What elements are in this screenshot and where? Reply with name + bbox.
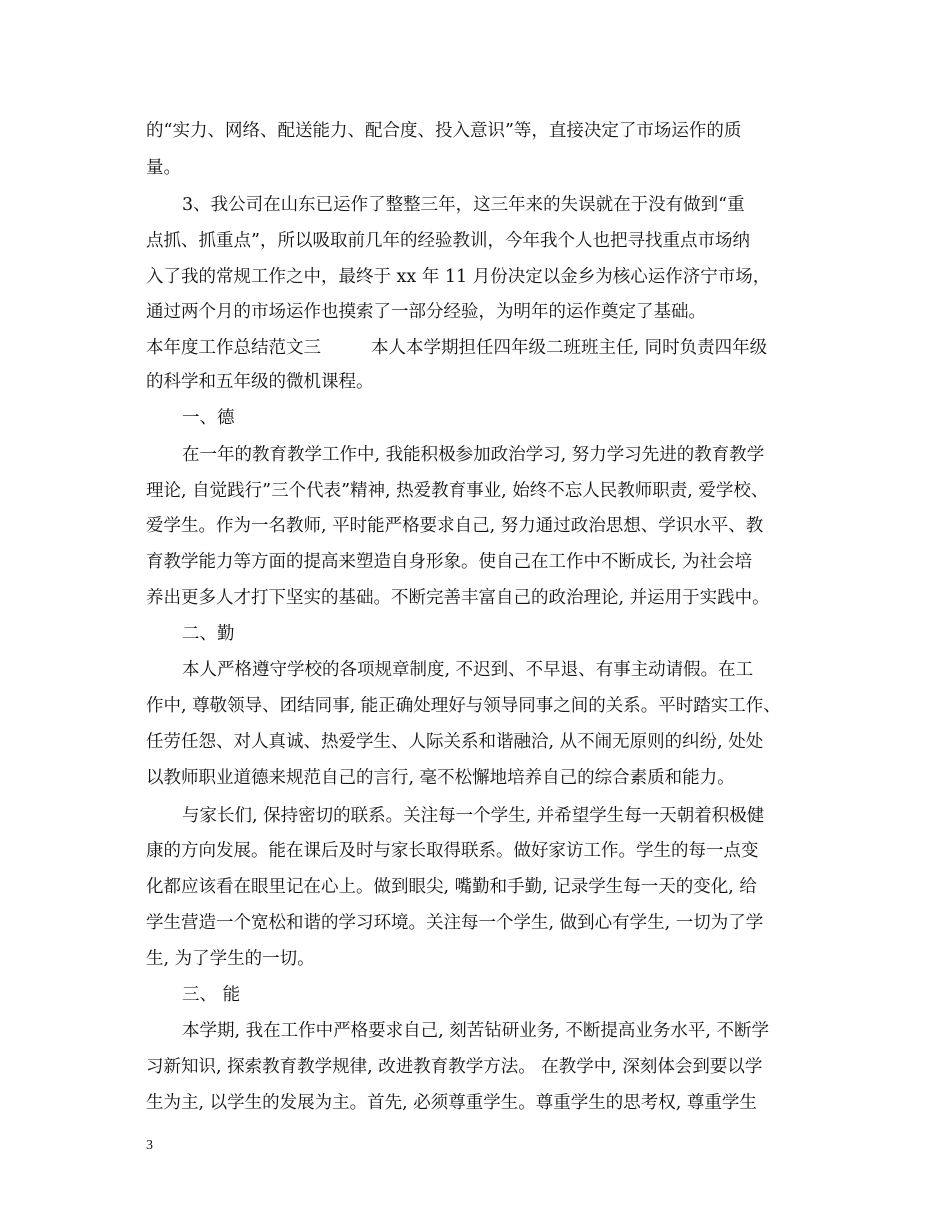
text-line: 的科学和五年级的微机课程。 [146,372,374,392]
text-line: 生为主, 以学生的发展为主。首先, 必须尊重学生。尊重学生的思考权, 尊重学生 [146,1093,757,1113]
text-line: 化都应该看在眼里记在心上。做到眼尖, 嘴勤和手勤, 记录学生每一天的变化, 给 [146,877,757,897]
text-line: 任劳任怨、对人真诚、热爱学生、人际关系和谐融洽, 从不闹无原则的纠纷, 处处 [146,732,764,752]
section-heading: 二、勤 [182,624,235,644]
text-line: 习新知识, 探索教育教学规律, 改进教育教学方法。 在教学中, 深刻体会到要以学 [146,1057,763,1077]
text-line: 以教师职业道德来规范自己的言行, 毫不松懈地培养自己的综合素质和能力。 [146,768,735,788]
text-line: 本学期, 我在工作中严格要求自己, 刻苦钻研业务, 不断提高业务水平, 不断学 [182,1021,769,1041]
text-line: 入了我的常规工作之中，最终于 xx 年 11 月份决定以金乡为核心运作济宁市场， [146,267,771,287]
text-line: 爱学生。作为一名教师, 平时能严格要求自己, 努力通过政治思想、学识水平、教 [146,516,764,536]
text-line: 通过两个月的市场运作也摸索了一部分经验，为明年的运作奠定了基础。 [146,302,706,322]
text-line: 量。 [146,158,181,178]
page-number: 3 [146,1138,153,1153]
section-heading: 三、 能 [182,985,241,1005]
text-line: 的“实力、网络、配送能力、配合度、投入意识”等，直接决定了市场运作的质 [146,121,742,141]
text-line: 生, 为了学生的一切。 [146,949,315,969]
text-line: 养出更多人才打下坚实的基础。不断完善丰富自己的政治理论, 并运用于实践中。 [146,588,770,608]
text-line: 3、我公司在山东已运作了整整三年，这三年来的失误就在于没有做到“重 [182,195,745,215]
text-line: 本年度工作总结范文三 本人本学期担任四年级二班班主任, 同时负责四年级 [146,338,768,358]
text-line: 康的方向发展。能在课后及时与家长取得联系。做好家访工作。学生的每一点变 [146,841,759,861]
text-line: 育教学能力等方面的提高来塑造自身形象。使自己在工作中不断成长, 为社会培 [146,552,753,572]
text-line: 学生营造一个宽松和谐的学习环境。关注每一个学生, 做到心有学生, 一切为了学 [146,913,764,933]
text-line: 点抓、抓重点”，所以吸取前几年的经验教训，今年我个人也把寻找重点市场纳 [146,231,750,251]
text-line: 理论, 自觉践行”三个代表”精神, 热爱教育事业, 始终不忘人民教师职责, 爱学校、 [146,481,769,501]
text-line: 与家长们, 保持密切的联系。关注每一个学生, 并希望学生每一天朝着积极健 [182,806,765,826]
section-title: 本年度工作总结范文三 [146,338,321,358]
text-line: 在一年的教育教学工作中, 我能积极参加政治学习, 努力学习先进的教育教学 [182,445,765,465]
text-line: 作中, 尊敬领导、团结同事, 能正确处理好与领导同事之间的关系。平时踏实工作、 [146,696,781,716]
section-heading: 一、德 [182,408,235,428]
text-line: 本人严格遵守学校的各项规章制度, 不迟到、不早退、有事主动请假。在工 [182,660,754,680]
